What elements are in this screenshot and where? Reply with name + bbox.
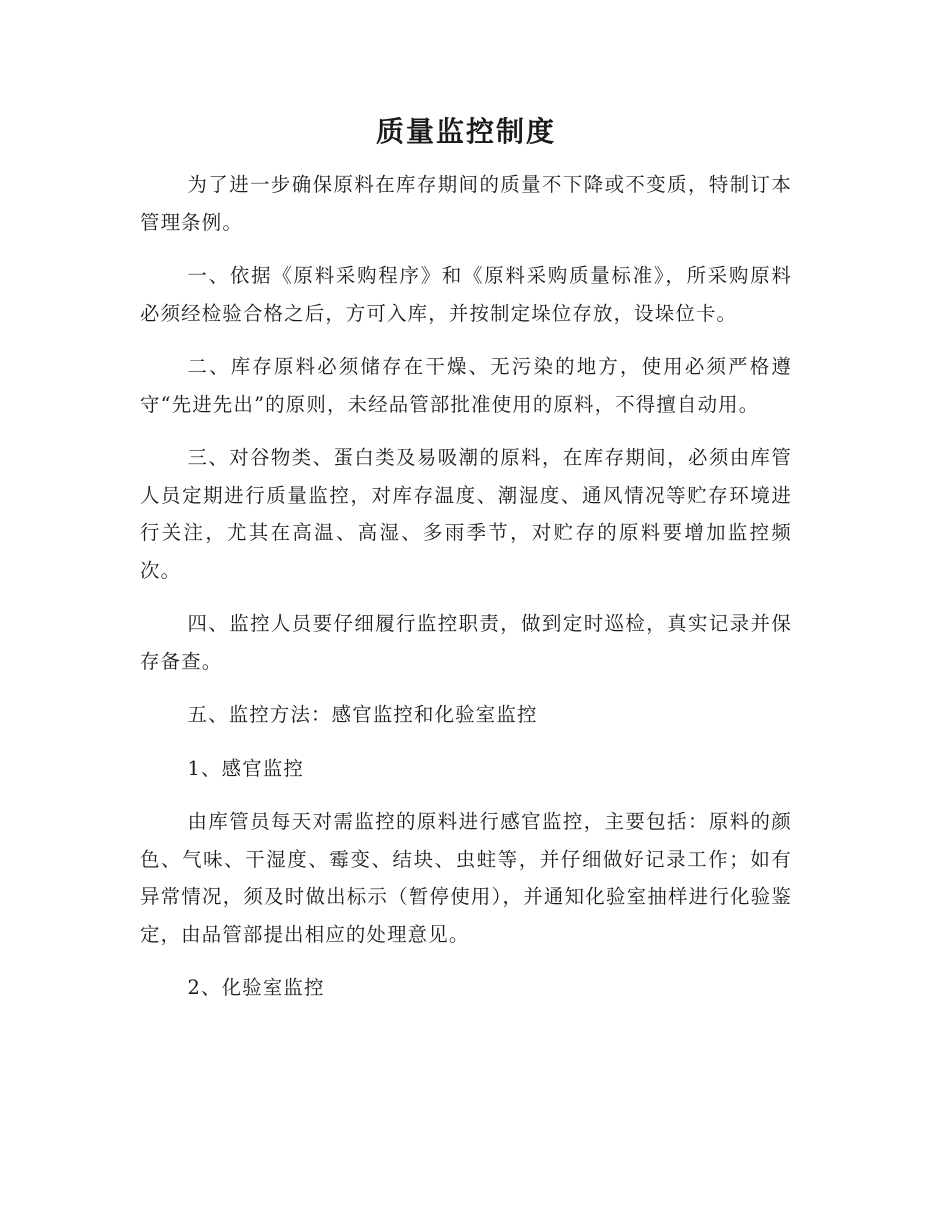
document-page: [140, 108, 792, 1023]
clause-5-heading: 五、监控方法：感官监控和化验室监控: [187, 703, 538, 726]
lab-monitoring-heading: 2、化验室监控: [187, 976, 325, 999]
clause-3-paragraph: 三、对谷物类、蛋白类及易吸潮的原料，在库存期间，必须由库管人员定期进行质量监控，对库存温度、潮湿度、通风情况等贮存环境进行关注，尤其在高温、高湿、多雨季节，对贮存的原料要增加监控频次。: [140, 446, 792, 582]
sensory-monitoring-heading: 1、感官监控: [187, 756, 305, 780]
clause-2-paragraph: 二、库存原料必须储存在干燥、无污染的地方，使用必须严格遵守“先进先出”的原则，未经品管部批准使用的原料，不得擅自动用。: [140, 355, 792, 416]
clause-4-paragraph: 四、监控人员要仔细履行监控职责，做到定时巡检，真实记录并保存备查。: [140, 612, 792, 673]
intro-paragraph: 为了进一步确保原料在库存期间的质量不下降或不变质，特制订本管理条例。: [140, 173, 792, 234]
document-title: 质量监控制度: [375, 115, 556, 148]
clause-1-paragraph: 一、依据《原料采购程序》和《原料采购质量标准》，所采购原料必须经检验合格之后，方可入库，并按制定垛位存放，设垛位卡。: [140, 264, 792, 325]
sensory-monitoring-paragraph: 由库管员每天对需监控的原料进行感官监控，主要包括：原料的颜色、气味、干湿度、霉变、结块、虫蛀等，并仔细做好记录工作；如有异常情况，须及时做出标示（暂停使用），并通知化验室抽样进行化验鉴定，由品管部提出相应的处理意见。: [140, 810, 792, 946]
